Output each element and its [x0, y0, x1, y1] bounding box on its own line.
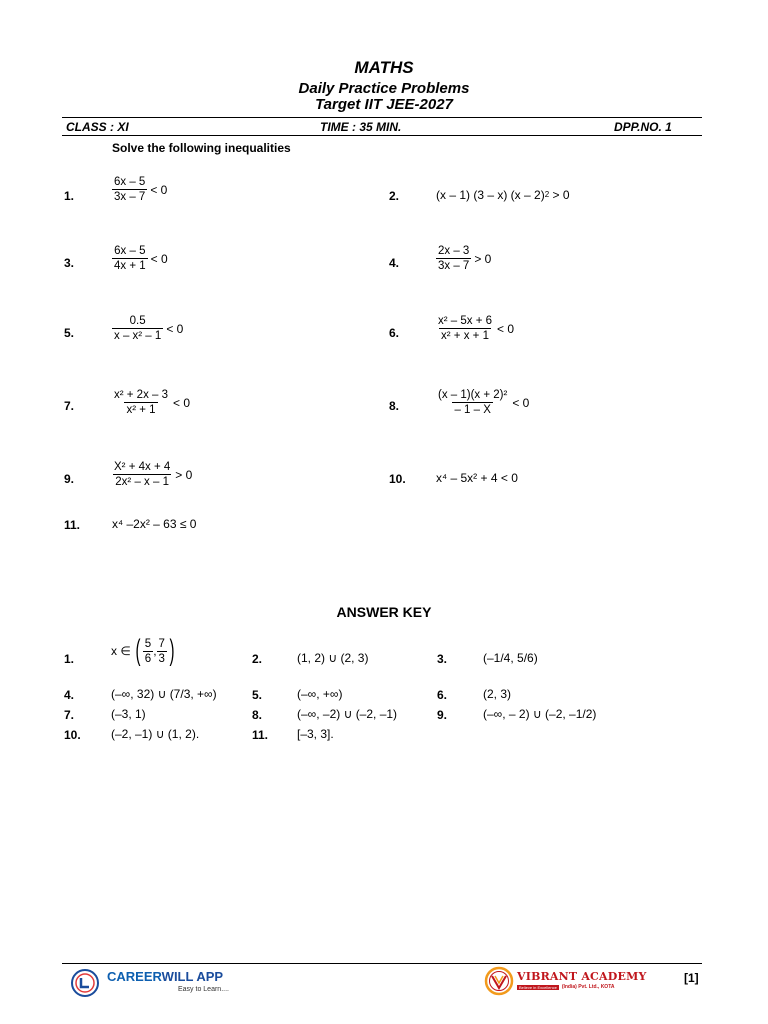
denominator: x² + x + 1 — [441, 330, 489, 342]
answer-number: 11. — [252, 728, 269, 742]
denominator: x – x² – 1 — [114, 330, 162, 342]
relation: < 0 — [166, 321, 184, 336]
vibrant-strip: Believe in Excellence — [519, 984, 557, 990]
numerator: x² + 2x – 3 — [114, 389, 169, 401]
answer-number: 5. — [252, 688, 263, 702]
numerator: (x – 1)(x + 2)² — [438, 389, 508, 401]
fraction — [112, 175, 147, 204]
question-8-expression — [436, 388, 529, 417]
denominator: x² + 1 — [126, 404, 156, 416]
denominator: 4x + 1 — [114, 260, 146, 272]
answer-number: 4. — [64, 688, 75, 702]
fraction — [157, 637, 167, 666]
question-9-expression — [112, 460, 192, 489]
subject-title: MATHS — [354, 58, 414, 77]
class-label: CLASS : XI — [66, 120, 129, 134]
relation: < 0 — [173, 395, 191, 410]
numerator: 2x – 3 — [438, 245, 470, 257]
relation: < 0 — [512, 395, 530, 410]
careerwill-brand-part1: CAREER — [107, 969, 162, 984]
denominator: – 1 – X — [454, 404, 491, 416]
question-4-expression — [436, 244, 491, 273]
careerwill-brand-part2: WILL APP — [161, 969, 224, 984]
answer-number: 9. — [437, 708, 448, 722]
question-number: 4. — [389, 256, 400, 270]
numerator: 6x – 5 — [114, 245, 146, 257]
denominator: 3x – 7 — [114, 191, 146, 203]
numerator: x² – 5x + 6 — [438, 315, 493, 327]
question-number: 11. — [64, 518, 81, 532]
numerator: 5 — [144, 637, 152, 650]
answer-7: (–3, 1) — [111, 707, 146, 721]
careerwill-tagline: Easy to Learn.... — [178, 986, 229, 993]
answer-number: 8. — [252, 708, 263, 722]
question-6-expression — [436, 314, 514, 343]
page-subtitle: Daily Practice Problems — [298, 80, 470, 97]
denominator: 2x² – x – 1 — [115, 476, 169, 488]
answer-6: (2, 3) — [483, 687, 512, 701]
numerator: X² + 4x + 4 — [114, 461, 171, 473]
fraction — [436, 388, 509, 417]
answer-prefix: x ∈ — [111, 644, 131, 658]
answer-number: 7. — [64, 708, 75, 722]
header-rule-top — [62, 117, 702, 118]
question-2-expression: (x – 1) (3 – x) (x – 2) 2 > 0 — [436, 188, 570, 202]
question-number: 2. — [389, 189, 400, 203]
answer-9: (–∞, – 2) ∪ (–2, –1/2) — [483, 707, 597, 721]
answer-1 — [111, 636, 177, 666]
numerator: 0.5 — [129, 315, 146, 327]
left-paren: ( — [135, 634, 141, 667]
careerwill-brand — [107, 969, 223, 984]
question-number: 7. — [64, 399, 75, 413]
time-label: TIME : 35 MIN. — [320, 120, 402, 134]
question-7-expression — [112, 388, 190, 417]
fraction — [112, 388, 170, 417]
question-number: 5. — [64, 326, 75, 340]
question-10-expression: x⁴ – 5x² + 4 < 0 — [436, 471, 518, 485]
answer-number: 2. — [252, 652, 263, 666]
answer-3: (–1/4, 5/6) — [483, 651, 538, 665]
header-rule-bottom — [62, 135, 702, 136]
target-title: Target IIT JEE-2027 — [315, 96, 453, 113]
relation: > 0 — [175, 467, 193, 482]
vibrant-sub: (India) Pvt. Ltd., KOTA — [561, 984, 615, 990]
answer-8: (–∞, –2) ∪ (–2, –1) — [297, 707, 398, 721]
denominator: 3 — [158, 652, 165, 665]
question-number: 1. — [64, 189, 75, 203]
footer-rule — [62, 963, 702, 964]
relation: > 0 — [549, 188, 570, 202]
expression-text: (x – 1) (3 – x) (x – 2) — [436, 188, 545, 202]
fraction — [112, 244, 148, 273]
dpp-label: DPP.NO. 1 — [614, 120, 672, 134]
numerator: 6x – 5 — [114, 176, 146, 188]
question-number: 3. — [64, 256, 75, 270]
vibrant-subline — [517, 984, 615, 990]
answer-number: 10. — [64, 728, 81, 742]
vibrant-logo-icon — [484, 966, 514, 996]
relation: < 0 — [497, 321, 515, 336]
answer-2: (1, 2) ∪ (2, 3) — [297, 651, 369, 665]
question-11-expression: x⁴ –2x² – 63 ≤ 0 — [112, 517, 197, 531]
answer-number: 3. — [437, 652, 448, 666]
question-number: 10. — [389, 472, 406, 486]
question-number: 6. — [389, 326, 400, 340]
answer-4: (–∞, 32) ∪ (7/3, +∞) — [111, 687, 217, 701]
answer-number: 1. — [64, 652, 75, 666]
fraction — [436, 314, 494, 343]
right-paren: ) — [169, 634, 175, 667]
denominator: 6 — [144, 652, 152, 665]
question-number: 9. — [64, 472, 75, 486]
relation: < 0 — [150, 251, 168, 266]
careerwill-logo-icon — [70, 968, 100, 998]
answer-number: 6. — [437, 688, 448, 702]
numerator: 7 — [158, 637, 165, 650]
fraction — [143, 637, 153, 666]
question-3-expression — [112, 244, 168, 273]
vibrant-brand: VIBRANT ACADEMY — [517, 970, 647, 983]
question-5-expression — [112, 314, 183, 343]
separator: , — [153, 644, 157, 658]
question-1-expression — [112, 175, 167, 204]
denominator: 3x – 7 — [438, 260, 470, 272]
fraction — [112, 460, 172, 489]
fraction — [436, 244, 471, 273]
fraction — [112, 314, 163, 343]
answer-key-title: ANSWER KEY — [336, 604, 432, 620]
relation: < 0 — [150, 182, 168, 197]
instruction-text: Solve the following inequalities — [112, 141, 291, 155]
relation: > 0 — [474, 251, 492, 266]
page-number: [1] — [684, 971, 699, 985]
question-number: 8. — [389, 399, 400, 413]
answer-11: [–3, 3]. — [297, 727, 334, 741]
answer-10: (–2, –1) ∪ (1, 2). — [111, 727, 200, 741]
answer-5: (–∞, +∞) — [297, 687, 343, 701]
